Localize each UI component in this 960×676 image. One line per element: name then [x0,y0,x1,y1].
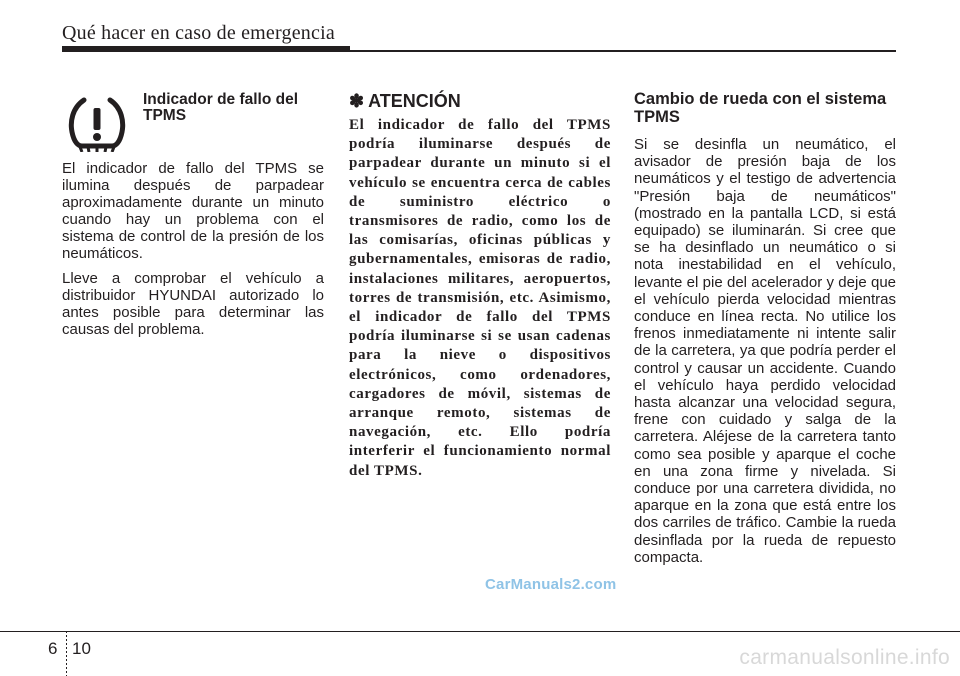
attention-heading-label: ATENCIÓN [368,91,461,111]
col1-body [62,160,324,346]
col1-paragraph: Lleve a comprobar el vehículo a distribuidor HYUNDAI autorizado lo antes posible para determinar las causas del problema. [62,270,324,338]
footer-rule [0,631,960,632]
page-number: 10 [72,639,91,658]
tpms-warning-icon [62,92,132,152]
header-rule-accent [62,46,350,52]
col1-heading: Indicador de fallo del TPMS [143,91,299,124]
attention-heading [349,90,611,112]
attention-body: El indicador de fallo del TPMS podría iluminarse después de parpadear durante un minuto si el vehículo se encuentra cerca de cables de suministro eléctrico o transmisores de radio, como los de las comisarías, oficinas públicas y gubernamentales, emisoras de radio, instalaciones militares, aeropuertos, torres de transmisión, etc. Asimismo, el indicador de fallo del TPMS podría iluminarse si se usan cadenas para la nieve o dispositivos electrónicos, como ordenadores, cargadores de móvil, sistemas de arranque remoto, sistemas de navegación, etc. Ello podría interferir el funcionamiento normal del TPMS. [349,117,611,479]
chapter-number: 6 [48,639,58,658]
asterisk-icon: ✽ [349,91,365,111]
tire-change-section [634,90,896,566]
footer-site-watermark: carmanualsonline.info [739,646,950,669]
tire-change-heading: Cambio de rueda con el sistema TPMS [634,90,887,126]
tire-change-body: Si se desinfla un neumático, el avisador de presión baja de los neumáticos y el testigo de advertencia "Presión baja de neumáticos" (mostrado en la pantalla LCD, si está equipado) se iluminarán. Si cree que se ha desinflado un neumático o si nota inestabilidad en el vehículo, levante el pie del acelerador y deje que el vehículo pierda velocidad mientras conduce en línea recta. No utilice los frenos inmediatamente ni intente salir de la carretera, ya que podría perder el control y causar un accidente. Cuando el vehículo haya perdido velocidad hasta alcanzar una velocidad segura, frene con cuidado y salga de la carretera. Aléjese de la carretera tanto como sea posible y aparque el coche en una zona firme y nivelada. Si conduce por una carretera dividida, no aparque en la zona que está entre los dos carriles de tráfico. Cambie la rueda desinflada por la rueda de repuesto compacta. [634,136,896,566]
attention-section [349,90,611,481]
footer-divider [66,631,67,676]
page-header-title: Qué hacer en caso de emergencia [62,22,335,44]
col1-paragraph: El indicador de fallo del TPMS se ilumina después de parpadear aproximadamente durante un minuto cuando hay un problema con el sistema de control de la presión de los neumáticos. [62,160,324,262]
watermark-link[interactable]: CarManuals2.com [485,576,617,593]
